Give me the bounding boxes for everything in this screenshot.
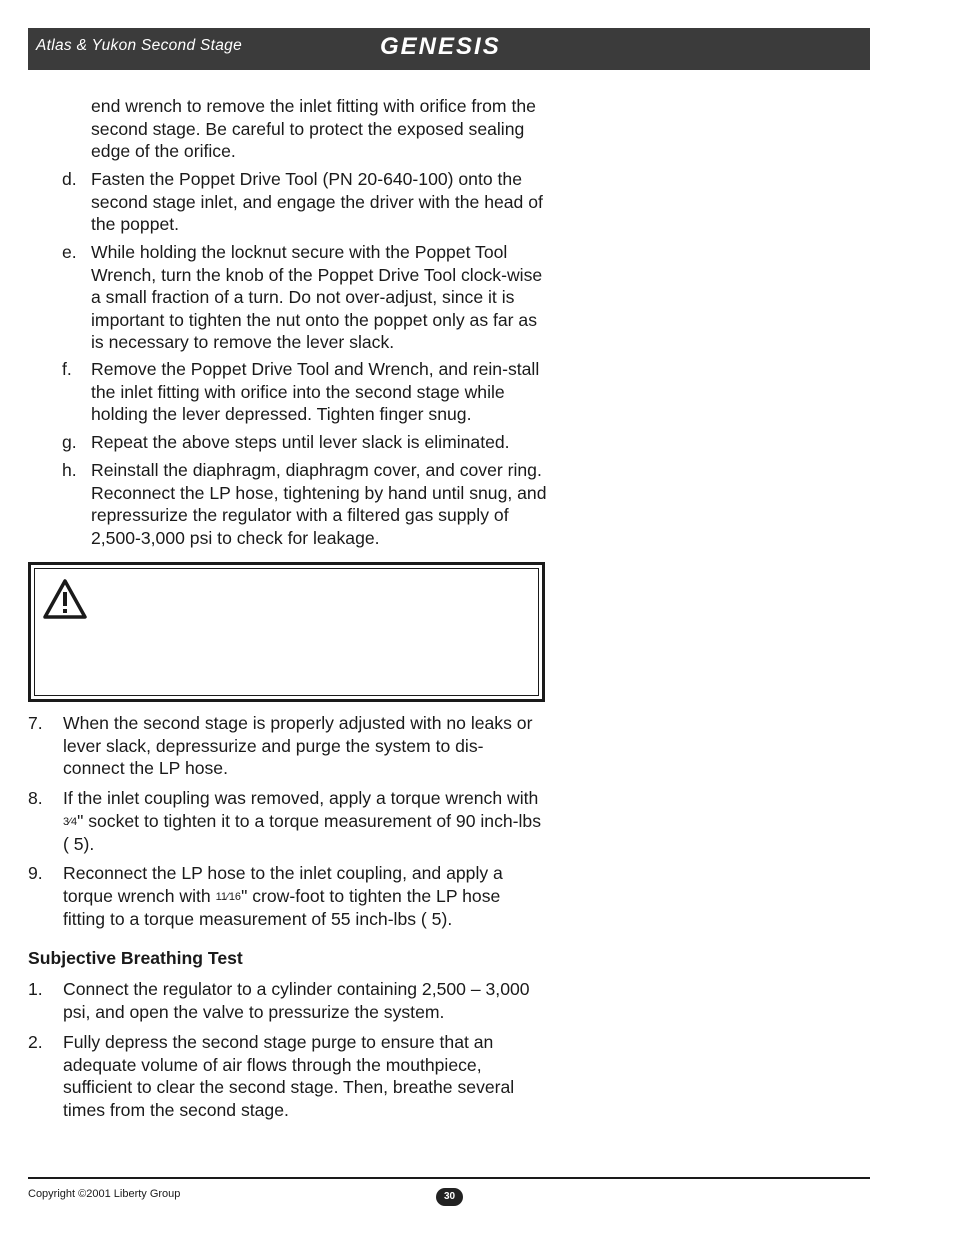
- list-item-text: When the second stage is properly adjusted with no leaks or lever slack, depressurize and purge the system to dis-connect the LP hose.: [63, 713, 533, 778]
- fraction: 3⁄4: [63, 815, 78, 828]
- list-marker: 2.: [28, 1032, 43, 1052]
- warning-box: [28, 562, 545, 702]
- text-part: " socket to tighten it to a torque measurement of 90 inch-lbs ( 5).: [63, 810, 542, 854]
- text-part: Reconnect the LP hose to the inlet coupling, and apply a torque wrench with: [63, 863, 503, 906]
- list-item-text: While holding the locknut secure with the Poppet Tool Wrench, turn the knob of the Poppet Drive Tool clock-wise a small fraction of a turn. Do not over-adjust, since it is important to tighten the nut onto the poppet only as far as is necessary to remove the lever slack.: [91, 242, 543, 352]
- list-marker: 1.: [28, 979, 43, 999]
- list-marker: 9.: [28, 863, 43, 883]
- list-marker: d.: [62, 169, 77, 189]
- warning-triangle-icon: [42, 578, 88, 620]
- list-item-text: Connect the regulator to a cylinder containing 2,500 – 3,000 psi, and open the valve to pressurize the system.: [63, 979, 530, 1022]
- list-marker: 8.: [28, 788, 43, 808]
- page-number-badge: 30: [436, 1188, 463, 1206]
- list-marker: h.: [62, 460, 77, 480]
- list-item-text: [63, 862, 543, 931]
- list-item-text: [63, 787, 543, 856]
- text-part: If the inlet coupling was removed, apply a torque wrench with: [63, 788, 539, 808]
- list-marker: g.: [62, 432, 77, 452]
- section-heading: Subjective Breathing Test: [28, 948, 243, 968]
- footer-divider: [28, 1177, 870, 1179]
- list-item-text: Remove the Poppet Drive Tool and Wrench, and rein-stall the inlet fitting with orifice into the second stage while holding the lever depressed. Tighten finger snug.: [91, 359, 540, 424]
- warning-box-inner: [34, 568, 539, 696]
- list-item-text: Fasten the Poppet Drive Tool (PN 20-640-100) onto the second stage inlet, and engage the driver with the head of the poppet.: [91, 169, 543, 234]
- text-part: " crow-foot to tighten the LP hose fitting to a torque measurement of 55 inch-lbs ( 5).: [63, 885, 501, 929]
- continuation-paragraph: end wrench to remove the inlet fitting with orifice from the second stage. Be careful to protect the exposed sealing edge of the orifice.: [91, 96, 536, 161]
- list-marker: 7.: [28, 713, 43, 733]
- page-header: [28, 28, 870, 70]
- brand-logo: GENESIS: [380, 33, 501, 60]
- list-item-text: Reinstall the diaphragm, diaphragm cover, and cover ring. Reconnect the LP hose, tightening by hand until snug, and repressurize the regulator with a filtered gas supply of 2,500-3,000 psi to check for leakage.: [91, 460, 547, 548]
- copyright-text: Copyright ©2001 Liberty Group: [28, 1188, 181, 1200]
- list-item-text: Fully depress the second stage purge to ensure that an adequate volume of air flows through the mouthpiece, sufficient to clear the second stage. Then, breathe several times from the second stage.: [63, 1032, 515, 1120]
- list-item-text: Repeat the above steps until lever slack is eliminated.: [91, 432, 510, 452]
- list-marker: e.: [62, 242, 77, 262]
- list-marker: f.: [62, 359, 72, 379]
- fraction: 11⁄16: [215, 890, 242, 903]
- header-title: Atlas & Yukon Second Stage: [36, 37, 242, 54]
